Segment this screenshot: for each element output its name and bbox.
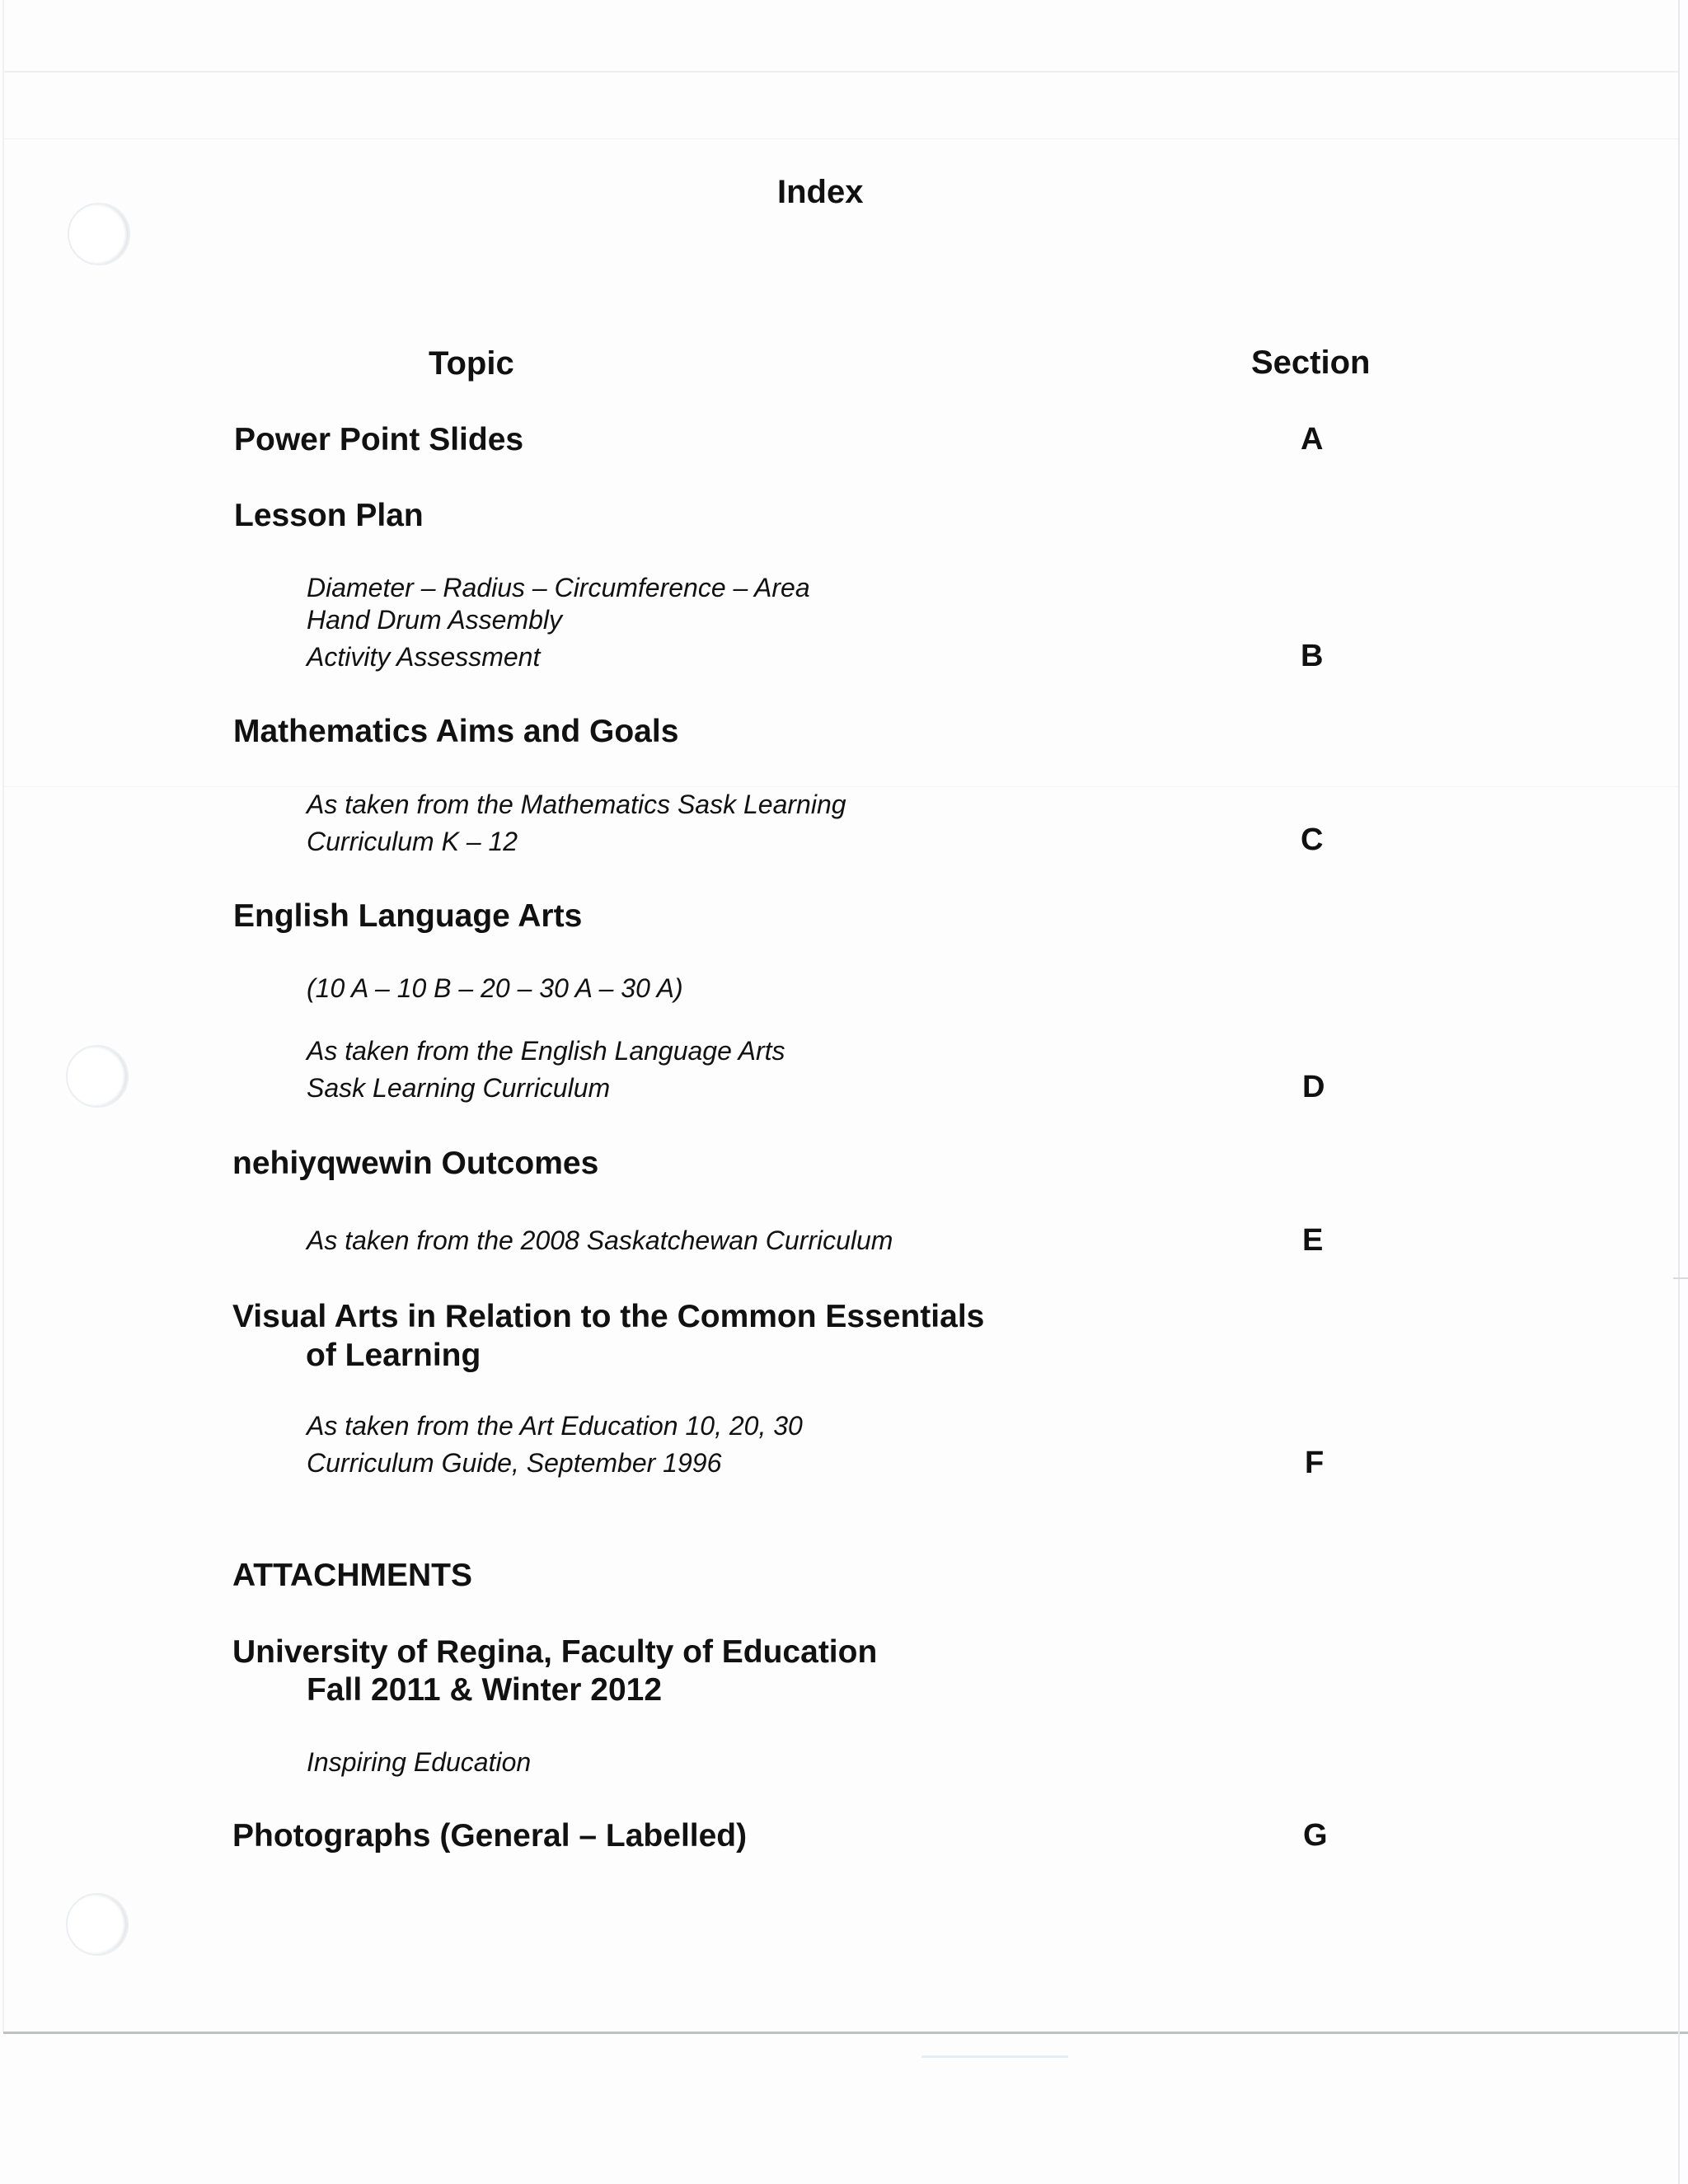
entry-heading: English Language Arts xyxy=(233,898,583,934)
page-title: Index xyxy=(777,174,864,210)
entry-detail: As taken from the 2008 Saskatchewan Curriculum xyxy=(307,1226,893,1255)
section-column-header: Section xyxy=(1251,344,1371,381)
section-letter: C xyxy=(1301,823,1324,857)
entry-detail: Sask Learning Curriculum xyxy=(307,1073,611,1103)
page-left-edge xyxy=(2,0,4,2032)
section-letter: G xyxy=(1303,1818,1328,1853)
punch-hole-top xyxy=(68,203,130,265)
attachments-heading: ATTACHMENTS xyxy=(232,1558,473,1593)
entry-detail: As taken from the English Language Arts xyxy=(307,1036,785,1066)
entry-detail: (10 A – 10 B – 20 – 30 A – 30 A) xyxy=(307,973,683,1003)
section-letter: F xyxy=(1305,1446,1325,1480)
entry-detail: Activity Assessment xyxy=(307,642,541,672)
page-bottom-edge xyxy=(3,2032,1688,2034)
page-right-edge xyxy=(1678,0,1680,2184)
entry-detail: As taken from the Art Education 10, 20, 30 xyxy=(307,1411,803,1441)
entry-heading: nehiyqwewin Outcomes xyxy=(232,1146,599,1181)
scan-line-top xyxy=(3,71,1678,73)
punch-hole-bottom xyxy=(66,1893,129,1956)
entry-detail: Curriculum Guide, September 1996 xyxy=(307,1448,722,1478)
scan-line-top-faint xyxy=(3,138,1678,139)
attachment-heading-continued: Fall 2011 & Winter 2012 xyxy=(307,1672,663,1708)
entry-heading-continued: of Learning xyxy=(306,1338,481,1373)
punch-hole-middle xyxy=(66,1045,129,1108)
scan-mark xyxy=(921,2055,1068,2058)
entry-heading: Power Point Slides xyxy=(234,422,524,457)
topic-column-header: Topic xyxy=(429,345,514,382)
entry-heading: Visual Arts in Relation to the Common Essentials xyxy=(232,1299,985,1334)
attachment-heading: University of Regina, Faculty of Education xyxy=(232,1634,878,1670)
section-letter: E xyxy=(1302,1223,1324,1258)
entry-detail: Curriculum K – 12 xyxy=(307,827,518,856)
scan-line-middle-faint xyxy=(3,786,1678,787)
entry-detail: As taken from the Mathematics Sask Learning xyxy=(307,790,846,819)
entry-detail: Diameter – Radius – Circumference – Area xyxy=(307,573,810,602)
attachment-detail: Inspiring Education xyxy=(307,1747,532,1777)
scan-tick xyxy=(1673,1277,1688,1279)
section-letter: B xyxy=(1301,639,1324,673)
entry-heading: Lesson Plan xyxy=(234,498,424,533)
section-letter: D xyxy=(1302,1070,1325,1104)
section-letter: A xyxy=(1301,422,1324,457)
entry-heading: Mathematics Aims and Goals xyxy=(233,714,679,749)
entry-detail: Hand Drum Assembly xyxy=(307,605,563,635)
attachment-heading: Photographs (General – Labelled) xyxy=(232,1818,748,1854)
